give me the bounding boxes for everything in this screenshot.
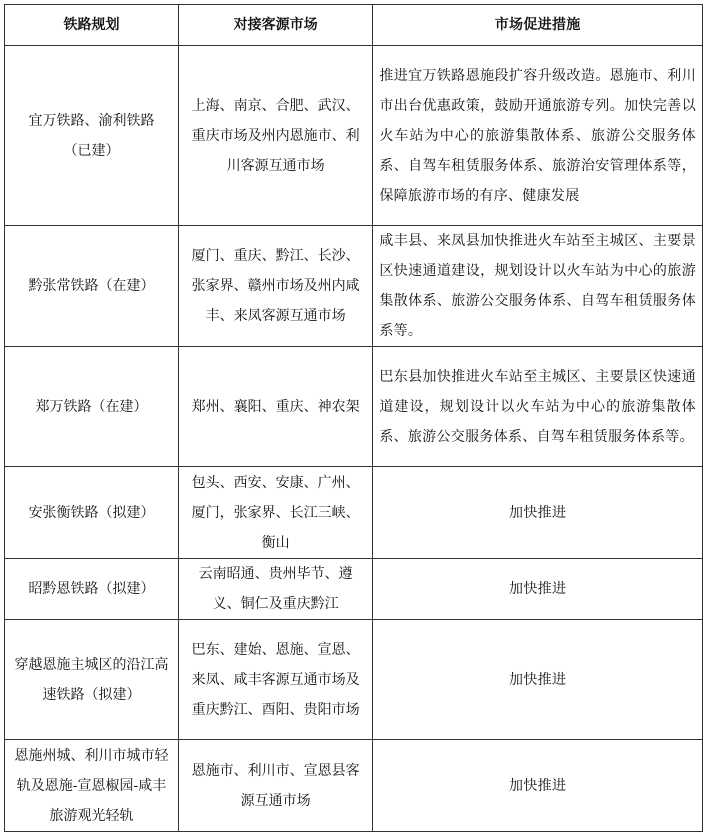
- railway-cell: 郑万铁路（在建）: [5, 347, 179, 467]
- markets-cell: 恩施市、利川市、宣恩县客源互通市场: [178, 740, 372, 832]
- markets-cell: 云南昭通、贵州毕节、遵义、铜仁及重庆黔江: [178, 559, 372, 620]
- measures-cell: 加快推进: [373, 620, 703, 740]
- railway-cell: 穿越恩施主城区的沿江高速铁路（拟建）: [5, 620, 179, 740]
- markets-cell: 上海、南京、合肥、武汉、重庆市场及州内恩施市、利川客源互通市场: [178, 46, 372, 226]
- railway-cell: 昭黔恩铁路（拟建）: [5, 559, 179, 620]
- table-row: [5, 620, 703, 740]
- table-row: [5, 467, 703, 559]
- measures-cell: 咸丰县、来凤县加快推进火车站至主城区、主要景区快速通道建设，规划设计以火车站为中心的旅游集散体系、旅游公交服务体系、自驾车租赁服务体系等。: [373, 226, 703, 347]
- markets-cell: 巴东、建始、恩施、宣恩、来凤、咸丰客源互通市场及重庆黔江、酉阳、贵阳市场: [178, 620, 372, 740]
- header-railway: 铁路规划: [5, 5, 179, 46]
- header-markets: 对接客源市场: [178, 5, 372, 46]
- railway-cell: 黔张常铁路（在建）: [5, 226, 179, 347]
- measures-cell: 加快推进: [373, 559, 703, 620]
- table-row: [5, 226, 703, 347]
- table-row: [5, 740, 703, 832]
- header-measures: 市场促进措施: [373, 5, 703, 46]
- measures-cell: 加快推进: [373, 740, 703, 832]
- railway-status: （已建）: [63, 142, 120, 159]
- railway-market-table: [4, 4, 703, 832]
- railway-name: 宜万铁路、渝利铁路: [28, 112, 155, 129]
- markets-cell: 郑州、襄阳、重庆、神农架: [178, 347, 372, 467]
- table-header-row: [5, 5, 703, 46]
- railway-cell: 安张衡铁路（拟建）: [5, 467, 179, 559]
- railway-cell: 恩施州城、利川市城市轻轨及恩施-宣恩椒园-咸丰旅游观光轻轨: [5, 740, 179, 832]
- measures-cell: 加快推进: [373, 467, 703, 559]
- measures-cell: 推进宜万铁路恩施段扩容升级改造。恩施市、利川市出台优惠政策，鼓励开通旅游专列。加快完善以火车站为中心的旅游集散体系、旅游公交服务体系、自驾车租赁服务体系、旅游治安管理体系等，保障旅游市场的有序、健康发展: [373, 46, 703, 226]
- railway-cell: [5, 46, 179, 226]
- table-row: [5, 347, 703, 467]
- table-row: [5, 559, 703, 620]
- markets-cell: 包头、西安、安康、广州、厦门，张家界、长江三峡、衡山: [178, 467, 372, 559]
- table-row: [5, 46, 703, 226]
- markets-cell: 厦门、重庆、黔江、长沙、张家界、赣州市场及州内咸丰、来凤客源互通市场: [178, 226, 372, 347]
- measures-cell: 巴东县加快推进火车站至主城区、主要景区快速通道建设，规划设计以火车站为中心的旅游集散体系、旅游公交服务体系、自驾车租赁服务体系等。: [373, 347, 703, 467]
